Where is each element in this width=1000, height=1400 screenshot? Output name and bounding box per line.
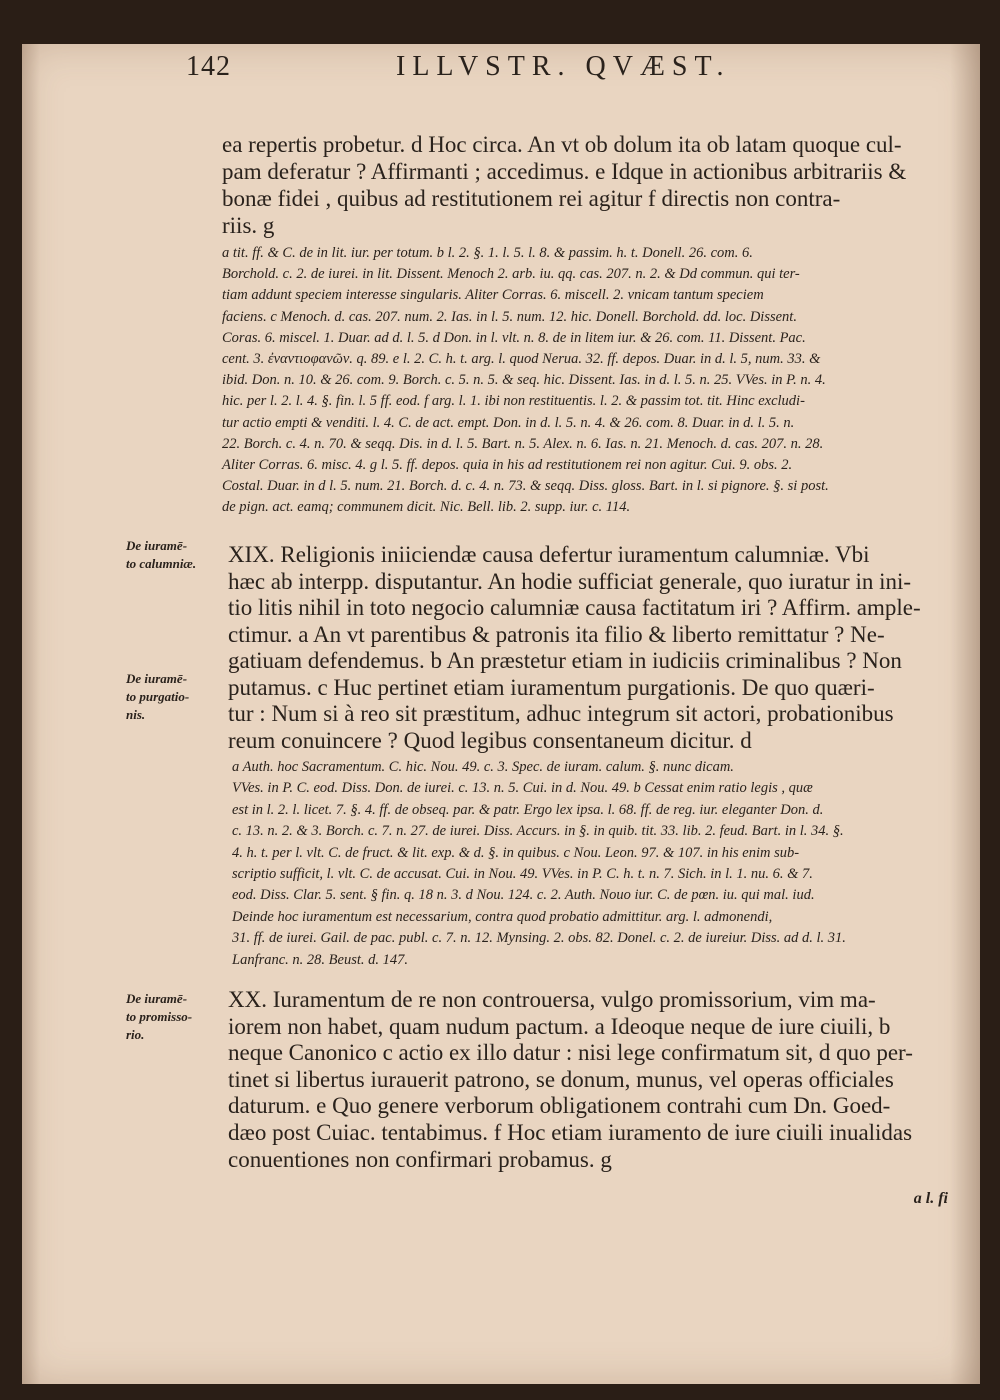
footnote-line: ibid. Don. n. 10. & 26. com. 9. Borch. c. 5. n. 5. & seq. hic. Dissent. Ias. in d. l. 5. n. 25. VVes. in P. n. 4. — [222, 372, 826, 389]
margin-note-line: De iuramē- — [126, 991, 188, 1006]
footnote-line: c. 13. n. 2. & 3. Borch. c. 7. n. 27. de iurei. Diss. Accurs. in §. in quib. tit. 33. lib. 2. feud. Bart. in l. 34. §. — [232, 823, 844, 840]
text-line: reum conuincere ? Quod legibus consentaneum dicitur. d — [228, 727, 752, 753]
text-line: XIX. Religionis iniiciendæ causa defertur iuramentum calumniæ. Vbi — [228, 542, 870, 567]
footnote-line: faciens. c Menoch. d. cas. 207. num. 2. Ias. in l. 5. num. 12. hic. Donell. Borchold. dd. loc. Dissent. — [222, 308, 797, 325]
text-line: pam deferatur ? Affirmanti ; accedimus. e Idque in actionibus arbitrariis & — [222, 159, 907, 184]
text-line: ctimur. a An vt parentibus & patronis ita filio & liberto remittatur ? Ne- — [228, 621, 885, 647]
footnote-line: cent. 3. ἐναντιοφανῶν. q. 89. e l. 2. C. h. t. arg. l. quod Nerua. 32. ff. depos. Duar. in d. l. 5, num. 33. & — [222, 351, 821, 367]
text-line: daturum. e Quo genere verborum obligationem contrahi cum Dn. Goed- — [228, 1093, 891, 1119]
footnote-line: Borchold. c. 2. de iurei. in lit. Dissent. Menoch 2. arb. iu. qq. cas. 207. n. 2. & Dd commun. qui ter- — [222, 266, 800, 283]
page-number: 142 — [186, 51, 231, 82]
footnote-line: 22. Borch. c. 4. n. 70. & seqq. Dis. in d. l. 5. Bart. n. 5. Alex. n. 6. Ias. n. 21. Menoch. d. cas. 207. n. 28. — [222, 435, 824, 452]
footnote-line: scriptio sufficit, l. vlt. C. de accusat. Cui. in Nou. 49. VVes. in P. C. h. t. n. 7. Sich. in l. 1. nu. 6. & 7. — [232, 866, 813, 882]
footnote-line: est in l. 2. l. licet. 7. §. 4. ff. de obseq. par. & patr. Ergo lex ipsa. l. 68. ff. de reg. iur. eleganter Don. d. — [232, 801, 824, 818]
margin-note-purgatio — [126, 670, 189, 724]
margin-note-promissorio — [126, 990, 192, 1044]
margin-note-line: to promisso- — [126, 1009, 193, 1024]
footnote-line: tur actio empti & venditi. l. 4. C. de act. empt. Don. in d. l. 5. n. 4. & 26. com. 8. Duar. in d. l. 5. n. — [222, 414, 795, 431]
text-line: putamus. c Huc pertinet etiam iuramentum purgationis. De quo quæri- — [228, 674, 875, 700]
footnote-line: tiam addunt speciem interesse singularis. Aliter Corras. 6. miscell. 2. vnicam tantum speciem — [222, 287, 764, 304]
margin-note-line: to calumniæ. — [126, 556, 197, 571]
text-line: conuentiones non confirmari probamus. g — [228, 1146, 612, 1172]
page-header — [186, 51, 746, 85]
margin-note-line: rio. — [126, 1027, 145, 1042]
footnote-line: a Auth. hoc Sacramentum. C. hic. Nou. 49. c. 3. Spec. de iuram. calum. §. nunc dicam. — [232, 759, 734, 775]
text-line: tinet si libertus iurauerit patrono, se donum, munus, vel operas officiales — [228, 1066, 894, 1092]
margin-note-calumnia — [126, 537, 196, 573]
text-line: dæo post Cuiac. tentabimus. f Hoc etiam iuramento de iure ciuili inualidas — [228, 1120, 913, 1145]
footnote-line: Coras. 6. miscel. 1. Duar. ad d. l. 5. d Don. in l. vlt. n. 8. de in litem iur. & 26. com. 11. Dissent. Pac. — [222, 329, 806, 346]
margin-note-line: nis. — [126, 707, 146, 722]
footnote-line: Aliter Corras. 6. misc. 4. g l. 5. ff. depos. quia in his ad restitutionem rei non agitur. Cui. 9. obs. 2. — [222, 457, 793, 473]
margin-note-line: to purgatio- — [126, 689, 190, 704]
footnote-line: Deinde hoc iuramentum est necessarium, contra quod probatio admittitur. arg. l. admonendi, — [232, 908, 773, 925]
text-line: iorem non habet, quam nudum pactum. a Ideoque neque de iure ciuili, b — [228, 1013, 891, 1039]
catchword: a l. fi — [913, 1190, 948, 1207]
text-line: gatiuam defendemus. b An præstetur etiam in iudiciis criminalibus ? Non — [228, 648, 902, 673]
footnote-line: Costal. Duar. in d l. 5. num. 21. Borch. d. c. 4. n. 73. & seqq. Diss. gloss. Bart. in l. si pignore. §. si post. — [222, 478, 829, 495]
footnote-line: de pign. act. eamq; communem dicit. Nic. Bell. lib. 2. supp. iur. c. 114. — [222, 499, 631, 516]
text-line: tur : Num si à reo sit præstitum, adhuc integrum sit actori, probationibus — [228, 701, 894, 726]
margin-note-line: De iuramē- — [126, 538, 188, 553]
text-line: XX. Iuramentum de re non controuersa, vulgo promissorium, vim ma- — [228, 987, 876, 1012]
margin-note-line: De iuramē- — [126, 671, 188, 686]
text-line: hæc ab interpp. disputantur. An hodie sufficiat generale, quo iuratur in ini- — [228, 568, 912, 594]
footnote-line: 4. h. t. per l. vlt. C. de fruct. & lit. exp. & d. §. in quibus. c Nou. Leon. 97. & 107. in his enim sub- — [232, 844, 800, 861]
gutter-shade — [22, 44, 40, 1384]
text-line: neque Canonico c actio ex illo datur : nisi lege confirmatum sit, d quo per- — [228, 1040, 913, 1066]
edge-shade — [950, 44, 980, 1384]
footnote-line: eod. Diss. Clar. 5. sent. § fin. q. 18 n. 3. d Nou. 124. c. 2. Auth. Nouo iur. C. de pœn. iu. qui mal. iud. — [232, 887, 815, 904]
text-line: tio litis nihil in toto negocio calumniæ causa factitatum iri ? Affirm. ample- — [228, 595, 921, 620]
text-line: bonæ fidei , quibus ad restitutionem rei agitur f directis non contra- — [222, 186, 841, 211]
text-line: ea repertis probetur. d Hoc circa. An vt ob dolum ita ob latam quoque cul- — [222, 132, 902, 157]
footnote-line: a tit. ff. & C. de in lit. iur. per totum. b l. 2. §. 1. l. 5. l. 8. & passim. h. t. Donell. 26. com. 6. — [222, 245, 753, 261]
running-title: ILLVSTR. QVÆST. — [396, 51, 731, 82]
footnote-line: hic. per l. 2. l. 4. §. fin. l. 5 ff. eod. f arg. l. 1. ibi non restituentis. l. 2. & passim tot. tit. Hinc excludi- — [222, 393, 805, 410]
footnote-line: VVes. in P. C. eod. Diss. Don. de iurei. c. 13. n. 5. Cui. in d. Nou. 49. b Cessat enim ratio legis , quæ — [232, 780, 813, 797]
footnote-line: 31. ff. de iurei. Gail. de pac. publ. c. 7. n. 12. Mynsing. 2. obs. 82. Donel. c. 2. de iureiur. Diss. ad d. l. 31. — [232, 930, 846, 947]
footnote-line: Lanfranc. n. 28. Beust. d. 147. — [232, 951, 409, 968]
text-line: riis. g — [222, 213, 275, 238]
